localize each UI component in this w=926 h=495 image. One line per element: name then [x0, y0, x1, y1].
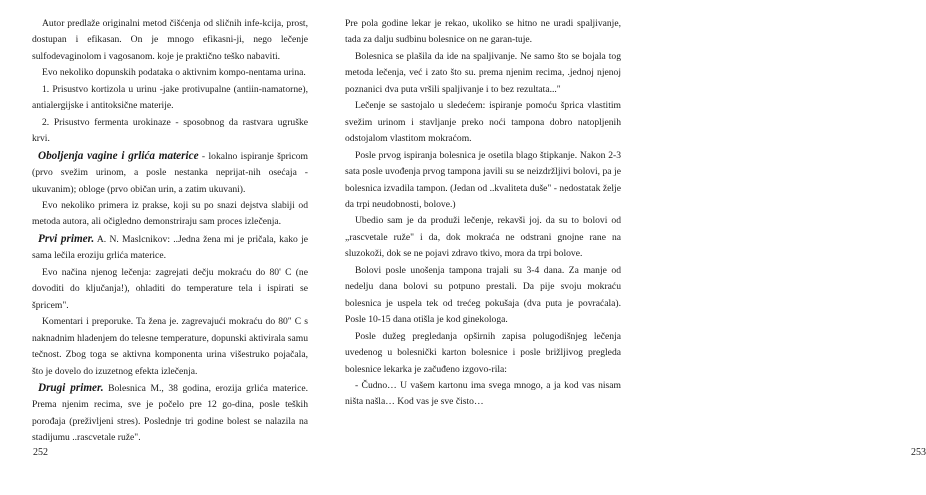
right-page [319, 0, 926, 495]
paragraph: Evo načina njenog lečenja: zagrejati dečju mokraću do 80' C (ne dovoditi do ključanja!), ohladiti do temperature tela i ispirati se špricem". [32, 266, 308, 311]
paragraph: Evo nekoliko dopunskih podataka o aktivnim kompo-nentama urina. [42, 67, 306, 79]
example-text: A. N. Maslcnikov: ..Jedna žena mi je pričala, kako je sama lečila eroziju grlića materice. [32, 233, 308, 262]
example-heading: Prvi primer. [38, 232, 95, 245]
page-number: 252 [33, 447, 48, 458]
page-number: 253 [911, 447, 926, 458]
paragraph: 2. Prisustvo fermenta urokinaze - sposobnog da rastvara ugruške krvi. [32, 116, 308, 145]
section-text: - lokalno ispiranje špricom (prvo svežim urinom, a posle nestanka neprijat-nih osećaja - ukuvanim); obloge (prvo običan urin, a zatim ukuvani). [32, 150, 308, 195]
paragraph: Pre pola godine lekar je rekao, ukoliko se hitno ne uradi spaljivanje, tada za dalju sudbinu bolesnice on ne garan-tuje. [345, 18, 621, 46]
section-heading: Oboljenja vagine i grlića materice [38, 149, 199, 162]
paragraph: Autor predlaže originalni metod čišćenja od sličnih infe-kcija, prost, dostupan i efikasan. On je mnogo efikasni-ji, nego lečenje sulfodevaginolom i vagosanom. koje je praktično teško nabaviti. [32, 18, 308, 62]
paragraph: Lečenje se sastojalo u sledećem: ispiranje pomoću šprica vlastitim svežim urinom i stavljanje preko noći tampona dobro natopljenih odstojalom vlastitom mokraćom. [345, 100, 621, 145]
paragraph: Evo nekoliko primera iz prakse, koji su po snazi dejstva slabiji od metoda autora, ali očigledno demonstriraju sam proces izlečenja. [32, 199, 308, 228]
paragraph: Posle prvog ispiranja bolesnica je osetila blago štipkanje. Nakon 2-3 sata posle uvođenja prvog tampona javili su se neizdržljivi bolovi, pa je bolesnica izvadila tampon. (Jedan od ..kvaliteta duše" - nedostatak želje da trpi neudobnosti, bolove.) [345, 149, 621, 210]
paragraph: Posle dužeg pregledanja opširnih zapisa polugodišnjeg lečenja uvedenog u bolesnički karton bolesnice i posle brižljivog pregleda bolesnice lekarka je začuđeno izgovo-rila: [345, 330, 621, 375]
section-paragraph [32, 148, 308, 198]
paragraph: Bolovi posle unošenja tampona trajali su 3-4 dana. Za manje od nedelju dana bolovi su potpuno prestali. Da pije svoju mokraću bolesnica je uspela tek od trećeg pokušaja (dva puta je povraćala). Posle 10-15 dana otišla je kod ginekologa. [345, 264, 621, 326]
paragraph: - Čudno… U vašem kartonu ima svega mnogo, a ja kod vas nisam ništa našla… Kod vas je sve čisto… [345, 379, 621, 408]
example-paragraph [32, 380, 308, 447]
right-text-column [345, 16, 621, 411]
paragraph: 1. Prisustvo kortizola u urinu -jake protivupalne (antiin-namatorne), antialergijske i antitoksične materije. [32, 83, 308, 112]
paragraph: Komentari i preporuke. Ta žena je. zagrevajući mokraću do 80" C s naknadnim hladenjem do telesne temperature, dopunski aktivirala samu tečnost. Zbog toga se aktivna komponenta urina višestruko pojačala, što je dovelo do izuzetnog efekta izlečenja. [32, 316, 308, 377]
example-heading: Drugi primer. [38, 381, 104, 394]
example-paragraph [32, 231, 308, 265]
left-text-column [32, 16, 308, 447]
paragraph: Ubedio sam je da produži lečenje, rekavši joj. da su to bolovi od „rascvetale ruže" i da, dok mokraća ne odstrani gnojne rane na sluzokoži, dok se ne pojavi zdravo tkivo, mora da trpi bolove. [345, 215, 621, 260]
left-page [0, 0, 319, 495]
example-text: Bolesnica M., 38 godina, erozija grlića materice. Prema njenim recima, sve je počelo pre 12 go-dina, posle teških porođaja (preživljeni stres). Poslednje tri godine bolest se nalazila na stadijumu ..rascvetale ruže". [32, 382, 308, 444]
paragraph: Bolesnica se plašila da ide na spaljivanje. Ne samo što se bojala tog metoda lečenja, već i zato što su. prema njenim recima, .jednoj njenoj poznanici dva puta vršili spaljivanje i to bez rezultata..." [345, 50, 621, 95]
